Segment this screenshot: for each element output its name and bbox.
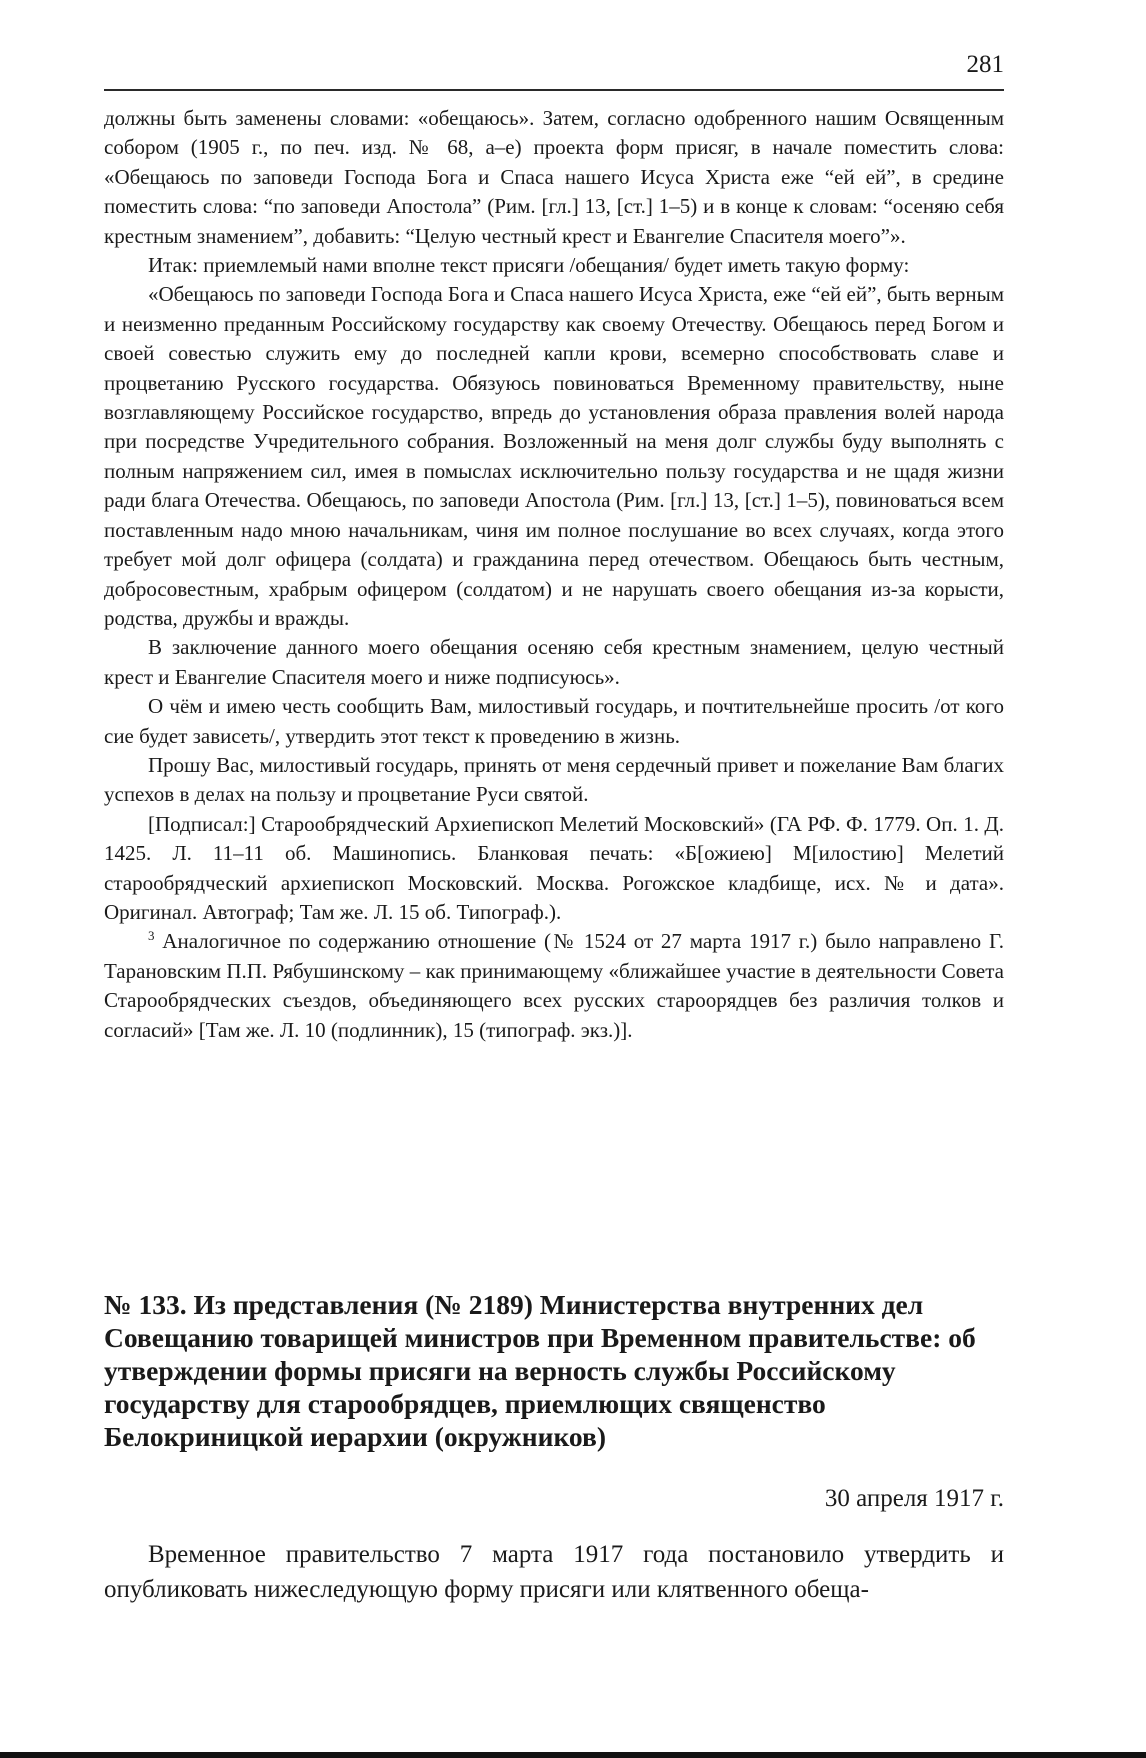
paragraph-4: В заключение данного моего обещания осеняю себя крестным знамением, целую честный крест и Евангелие Спасителя моего и ниже подписуюсь».	[104, 635, 1004, 689]
paragraph-5: О чём и имею честь сообщить Вам, милостивый государь, и почтительнейше просить /от кого сие будет зависеть/, утвердить этот текст к проведению в жизнь.	[104, 694, 1004, 748]
paragraph-2: Итак: приемлемый нами вполне текст присяги /обещания/ будет иметь такую форму:	[148, 253, 910, 278]
document-date: 30 апреля 1917 г.	[824, 1485, 1004, 1512]
page-number: 281	[966, 51, 1004, 78]
paragraph-3: «Обещаюсь по заповеди Господа Бога и Спаса нашего Исуса Христа, еже “ей ей”, быть верным и неизменно преданным Российскому государству как своему Отечеству. Обещаюсь перед Богом и своей совестью служить ему до последней капли крови, всемерно способствовать славе и процветанию Русского государства. Обязуюсь повиноваться Временному правительству, ныне возглавляющему Российское государство, впредь до установления образа правления волей народа при посредстве Учредительного собрания. Возложенный на меня долг службы буду выполнять с полным напряжением сил, имея в помыслах исключительно пользу государства и не щадя жизни ради блага Отечества. Обещаюсь, по заповеди Апостола (Рим. [гл.] 13, [ст.] 1–5), повиноваться всем поставленным надо мною начальникам, чиня им полное послушание во всех случаях, когда этого требует мой долг офицера (солдата) и гражданина перед отечеством. Обещаюсь быть честным, добросовестным, храбрым офицером (солдатом) и не нарушать своего обещания из-за корысти, родства, дружбы и вражды.	[104, 282, 1004, 630]
footnote-text: Аналогичное по содержанию отношение (№ 1524 от 27 марта 1917 г.) было направлено Г. Тарановским П.П. Рябушинскому – как принимающему «ближайшее участие в деятельности Совета Старообрядческих съездов, объединяющего всех русских староорядцев без различия толков и согласий» [Там же. Л. 10 (подлинник), 15 (типограф. экз.)].	[104, 929, 1004, 1042]
footnote-mark: 3	[148, 928, 155, 944]
footnote	[104, 927, 1004, 1045]
paragraph-7: [Подписал:] Старообрядческий Архиепископ Мелетий Московский» (ГА РФ. Ф. 1779. Оп. 1. Д. 1425. Л. 11–11 об. Машинопись. Бланковая печать: «Б[ожиею] М[илостию] Мелетий старообрядческий архиепископ Московский. Москва. Рогожское кладбище, исх. № и дата». Оригинал. Автограф; Там же. Л. 15 об. Типограф.).	[104, 811, 1004, 924]
body-text	[104, 104, 1004, 1045]
paragraph-1: должны быть заменены словами: «обещаюсь». Затем, согласно одобренного нашим Освященным собором (1905 г., по печ. изд. № 68, а–е) проекта форм присяг, в начале поместить слова: «Обещаюсь по заповеди Господа Бога и Спаса нашего Исуса Христа еже “ей ей”, в средине поместить слова: “по заповеди Апостола” (Рим. [гл.] 13, [ст.] 1–5) и в конце к словам: “осеняю себя крестным знамением”, добавить: “Целую честный крест и Евангелие Спасителя моего”».	[104, 106, 1004, 248]
lead-paragraph: Временное правительство 7 марта 1917 года постановило утвердить и опубликовать нижеследующую форму присяги или клятвенного обеща-	[104, 1541, 1004, 1603]
paragraph-6: Прошу Вас, милостивый государь, принять от меня сердечный привет и пожелание Вам благих успехов в делах на пользу и процветание Руси святой.	[104, 752, 1004, 807]
document-title: № 133. Из представления (№ 2189) Министерства внутренних дел Совещанию товарищей министров при Временном правительстве: об утверждении формы присяги на верность службы Российскому государству для старообрядцев, приемлющих священство Белокриницкой иерархии (окружников)	[104, 1289, 976, 1452]
header-rule	[104, 89, 1004, 91]
bottom-rule	[0, 1752, 1146, 1758]
